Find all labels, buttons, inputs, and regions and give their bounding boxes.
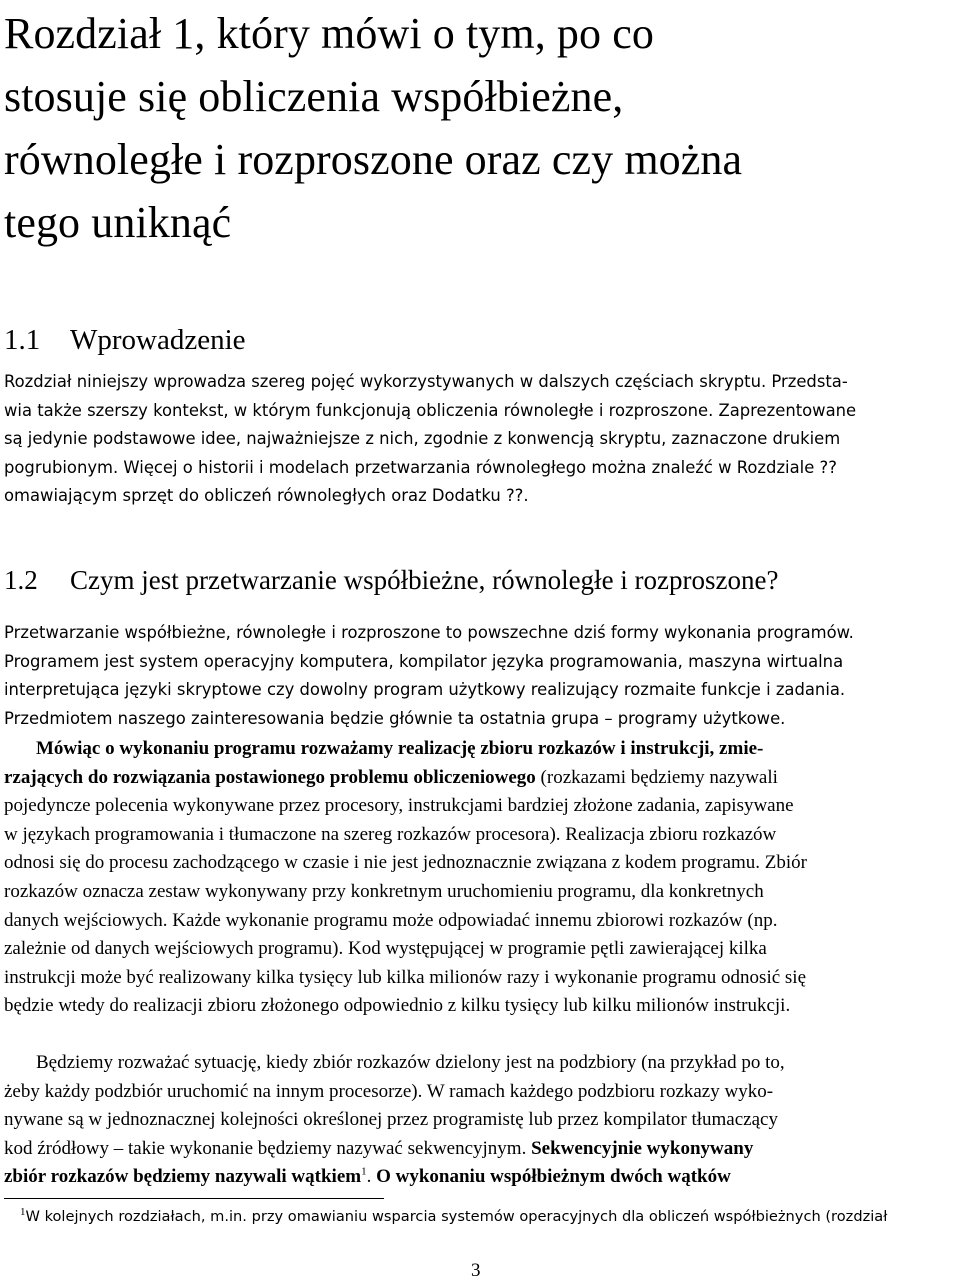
bold-definition: zbiór rozkazów będziemy nazywali wątkiem bbox=[4, 1166, 362, 1188]
section-heading-intro bbox=[4, 320, 246, 360]
bold-definition: O wykonaniu współbieżnym dwóch wątków bbox=[376, 1166, 731, 1188]
text-line: nywane są w jednoznacznej kolejności określonej przez programistę lub przez kompilator tłumaczący bbox=[4, 1109, 778, 1131]
footnote bbox=[20, 1206, 958, 1228]
chapter-title-line: Rozdział 1, który mówi o tym, po co bbox=[4, 9, 654, 58]
section-number: 1.1 bbox=[4, 324, 41, 356]
bold-definition: Sekwencyjnie wykonywany bbox=[531, 1137, 754, 1159]
section-title: Czym jest przetwarzanie współbieżne, równoległe i rozproszone? bbox=[70, 565, 779, 595]
text-line: pogrubionym. Więcej o historii i modelach przetwarzania równoległego można znaleźć w Rozdziale ?? bbox=[4, 457, 837, 477]
text-line: interpretująca języki skryptowe czy dowolny program użytkowy realizujący rozmaite funkcje i zadania. bbox=[4, 680, 846, 699]
page-number: 3 bbox=[471, 1260, 481, 1281]
chapter-title-line: równoległe i rozproszone oraz czy można bbox=[4, 135, 743, 184]
threads-paragraph bbox=[4, 1049, 958, 1192]
text-line: Będziemy rozważać sytuację, kiedy zbiór rozkazów dzielony jest na podzbiory (na przykład po to, bbox=[36, 1052, 785, 1073]
text-line: instrukcji może być realizowany kilka tysięcy lub kilka milionów razy i wykonanie programu odnosić się bbox=[4, 966, 807, 988]
chapter-title bbox=[4, 2, 742, 254]
program-execution-paragraph bbox=[4, 735, 958, 1021]
text-line: Programem jest system operacyjny komputera, kompilator języka programowania, maszyna wirtualna bbox=[4, 651, 844, 671]
text-line: omawiającym sprzęt do obliczeń równoległych oraz Dodatku ??. bbox=[4, 486, 529, 505]
text-line: zależnie od danych wejściowych programu). Kod występującej w programie pętli zawierającej kilka bbox=[4, 938, 767, 960]
text-line: żeby każdy podzbiór uruchomić na innym procesorze). W ramach każdego podzbioru rozkazy wyko- bbox=[4, 1080, 774, 1102]
intro-paragraph bbox=[4, 368, 958, 511]
bold-definition: Mówiąc o wykonaniu programu rozważamy realizację zbioru rozkazów i instrukcji, zmie- bbox=[36, 738, 764, 759]
bold-definition: rzających do rozwiązania postawionego problemu obliczeniowego bbox=[4, 766, 536, 788]
chapter-title-line: tego uniknąć bbox=[4, 198, 232, 247]
chapter-title-line: stosuje się obliczenia współbieżne, bbox=[4, 72, 624, 121]
footnote-number: 1 bbox=[20, 1206, 26, 1219]
text-line: wia także szerszy kontekst, w którym funkcjonują obliczenia równoległe i rozproszone. Zaprezentowane bbox=[4, 400, 857, 420]
text-line: kod źródłowy – takie wykonanie będziemy nazywać sekwencyjnym. Sekwencyjnie wykonywany bbox=[4, 1137, 754, 1159]
text-line: odnosi się do procesu zachodzącego w czasie i nie jest jednoznacznie związana z kodem programu. Zbiór bbox=[4, 852, 807, 874]
text-line: Przetwarzanie współbieżne, równoległe i rozproszone to powszechne dziś formy wykonania programów. bbox=[4, 623, 854, 642]
text-line: rzających do rozwiązania postawionego problemu obliczeniowego (rozkazami będziemy nazywali bbox=[4, 766, 778, 788]
text-line: zbiór rozkazów będziemy nazywali wątkiem$^1$. O wykonaniu współbieżnym dwóch wątków bbox=[4, 1166, 731, 1188]
footnote-divider bbox=[4, 1198, 384, 1199]
text-line: pojedyncze polecenia wykonywane przez procesory, instrukcjami bardziej złożone zadania, zapisywane bbox=[4, 795, 794, 817]
definition-paragraph bbox=[4, 619, 958, 733]
text-line: Przedmiotem naszego zainteresowania będzie głównie ta ostatnia grupa – programy użytkowe. bbox=[4, 708, 786, 728]
section-number: 1.2 bbox=[4, 565, 38, 595]
text-line: są jedynie podstawowe idee, najważniejsze z nich, zgodnie z konwencją skryptu, zaznaczone drukiem bbox=[4, 429, 841, 448]
text-line: w językach programowania i tłumaczone na szereg rozkazów procesora). Realizacja zbioru rozkazów bbox=[4, 823, 777, 845]
text-line: rozkazów oznacza zestaw wykonywany przy konkretnym uruchomieniu programu, dla konkretnych bbox=[4, 880, 764, 902]
section-heading-what-is bbox=[4, 560, 778, 600]
text-line: danych wejściowych. Każde wykonanie programu może odpowiadać innemu zbiorowi rozkazów (np. bbox=[4, 909, 778, 931]
footnote-marker[interactable]: 1 bbox=[361, 1166, 367, 1179]
text-line bbox=[4, 735, 958, 764]
footnote-text: W kolejnych rozdziałach, m.in. przy omawianiu wsparcia systemów operacyjnych dla obliczeń współbieżnych (rozdział bbox=[25, 1208, 888, 1225]
text-line: Rozdział niniejszy wprowadza szereg pojęć wykorzystywanych w dalszych częściach skryptu. Przedsta- bbox=[4, 372, 848, 391]
text-line: będzie wtedy do realizacji zbioru złożonego odpowiednio z kilku tysięcy lub kilku milionów instrukcji. bbox=[4, 995, 791, 1017]
section-title: Wprowadzenie bbox=[70, 324, 246, 356]
